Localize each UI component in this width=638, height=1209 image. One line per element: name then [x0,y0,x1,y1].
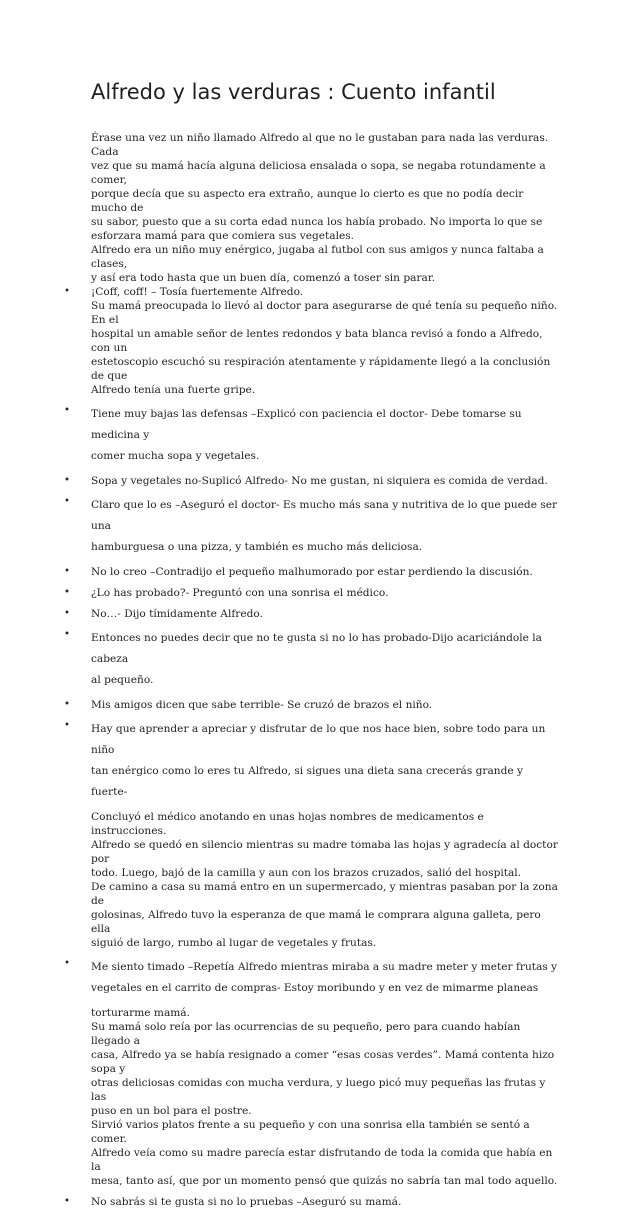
list-item: • Hay que aprender a apreciar y disfrutar de lo que nos hace bien, sobre todo para un niño tan enérgico como lo eres tu Alfredo, si sigues una dieta sana crecerás grande y fuerte- [91,719,561,803]
list-item: • Tiene muy bajas las defensas –Explicó con paciencia el doctor- Debe tomarse su medicina y comer mucha sopa y vegetales. [91,404,561,467]
list-item: • Me siento timado –Repetía Alfredo mientras miraba a su madre meter y meter frutas y vegetales en el carrito de compras- Estoy moribundo y en vez de mimarme planeas [91,957,561,999]
narrative-paragraph-2: torturarme mamá. Su mamá solo reía por las ocurrencias de su pequeño, pero para cuando habían llegado a casa, Alfredo ya se había resignado a comer “esas cosas verdes”. Mamá contenta hizo sopa y otras deliciosas comidas con mucha verdura, y luego picó muy pequeñas las frutas y las puso en un bol para el postre. Sirvió varios platos frente a su pequeño y con una sonrisa ella también se sentó a comer. Alfredo veía como su madre parecía estar disfrutando de toda la comida que había en la mesa, tanto así, que por un momento pensó que quizás no sabría tan mal todo aquello. [91,1007,558,1187]
story-body [91,131,561,1209]
list-item: • Claro que lo es –Aseguró el doctor- Es mucho más sana y nutritiva de lo que puede ser una hamburguesa o una pizza, y también es mucho más deliciosa. [91,495,561,558]
list-item: • No…- Dijo tímidamente Alfredo. [91,607,561,621]
dialogue-list-2 [91,957,561,999]
list-item: • No lo creo –Contradijo el pequeño malhumorado por estar perdiendo la discusión. [91,565,561,579]
list-item: • No sabrás si te gusta si no lo pruebas –Aseguró su mamá. [91,1195,561,1209]
list-item: • ¡Coff, coff! – Tosía fuertemente Alfredo. Su mamá preocupada lo llevó al doctor para asegurarse de qué tenía su pequeño niño. En el hospital un amable señor de lentes redondos y bata blanca revisó a fondo a Alfredo, con un estetoscopio escuchó su respiración atentamente y rápidamente llegó a la conclusión de que Alfredo tenía una fuerte gripe. [91,285,561,397]
intro-paragraph: Érase una vez un niño llamado Alfredo al que no le gustaban para nada las verduras. Cada vez que su mamá hacía alguna deliciosa ensalada o sopa, se negaba rotundamente a comer, porque decía que su aspecto era extraño, aunque lo cierto es que no podía decir mucho de su sabor, puesto que a su corta edad nunca los había probado. No importa lo que se esforzara mamá para que comiera sus vegetales. Alfredo era un niño muy enérgico, jugaba al futbol con sus amigos y nunca faltaba a clases, y así era todo hasta que un buen día, comenzó a toser sin parar. [91,132,549,284]
narrative-paragraph-1: Concluyó el médico anotando en unas hojas nombres de medicamentos e instrucciones. Alfredo se quedó en silencio mientras su madre tomaba las hojas y agradecía al doctor por todo. Luego, bajó de la camilla y aun con los brazos cruzados, salió del hospital. De camino a casa su mamá entro en un supermercado, y mientras pasaban por la zona de golosinas, Alfredo tuvo la esperanza de que mamá le comprara alguna galleta, pero ella siguió de largo, rumbo al lugar de vegetales y frutas. [91,811,558,949]
list-item: • Mis amigos dicen que sabe terrible- Se cruzó de brazos el niño. [91,698,561,712]
list-item: • Sopa y vegetales no-Suplicó Alfredo- No me gustan, ni siquiera es comida de verdad. [91,474,561,488]
dialogue-list-1 [91,285,561,803]
story-title: Alfredo y las verduras : Cuento infantil [91,80,496,104]
dialogue-list-3 [91,1195,561,1209]
list-item: • ¿Lo has probado?- Preguntó con una sonrisa el médico. [91,586,561,600]
list-item: • Entonces no puedes decir que no te gusta si no lo has probado-Dijo acariciándole la cabeza al pequeño. [91,628,561,691]
